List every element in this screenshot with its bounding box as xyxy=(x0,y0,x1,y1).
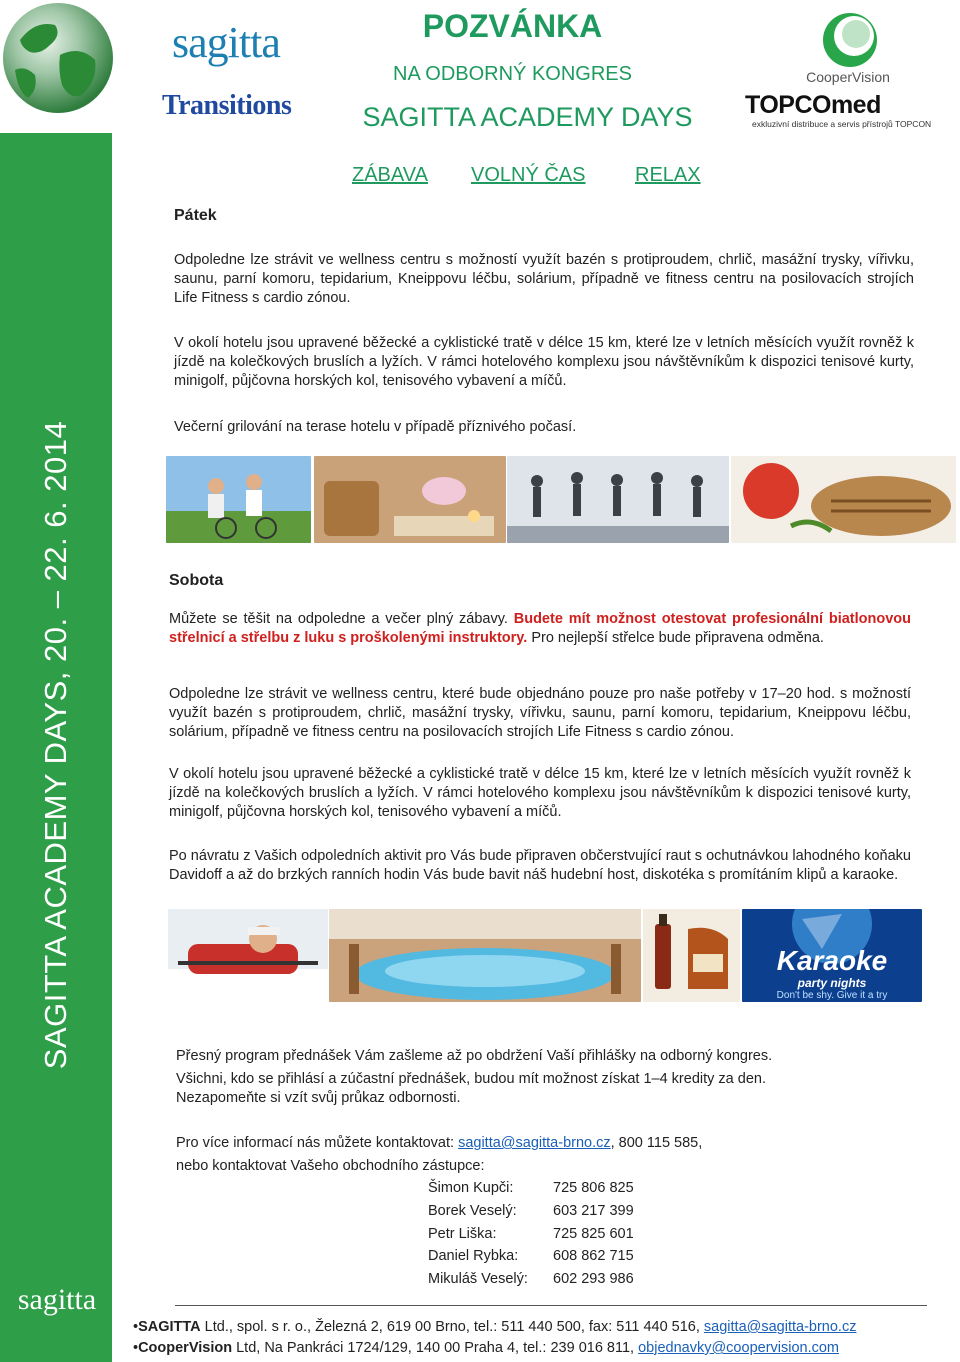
karaoke-tagline: Don't be shy. Give it a try xyxy=(776,990,888,1001)
coopervision-logo: CooperVision xyxy=(806,69,890,85)
friday-heading: Pátek xyxy=(174,207,217,224)
saturday-heading: Sobota xyxy=(169,572,224,589)
biathlon-highlight: Budete mít možnost otestovat profesionální biatlonovou střelnicí a střelbu z luku s proškolenými instruktory. xyxy=(169,611,911,646)
footer-coopervision-address: •CooperVision Ltd, Na Pankráci 1724/129, 140 00 Praha 4, tel.: 239 016 811, objednavky@coopervision.com xyxy=(133,1340,840,1356)
globe-icon xyxy=(0,0,115,118)
friday-sports-text: V okolí hotelu jsou upravené běžecké a cyklistické tratě v délce 15 km, které lze v letních měsících využít rovněž k jízdě na kolečkových bruslích a lyžích. V rámci hotelového komplexu jsou návštěvníkům k dispozici tenisové kurty, minigolf, půjčovna horských kol, tenisového vybavení a míčů. xyxy=(174,335,914,389)
transitions-logo: Transitions xyxy=(162,90,292,121)
side-event-title: SAGITTA ACADEMY DAYS, 20. – 22. 6. 2014 xyxy=(38,420,73,1070)
spa-photo xyxy=(314,456,506,543)
rep-name: Daniel Rybka: xyxy=(428,1248,519,1264)
topic-relax: RELAX xyxy=(635,164,701,186)
saturday-sports-text: V okolí hotelu jsou upravené běžecké a cyklistické tratě v délce 15 km, které lze v letních měsících využít rovněž k jízdě na kolečkových bruslích a lyžích. V rámci hotelového komplexu jsou návštěvníkům k dispozici tenisové kurty, minigolf, půjčovna horských kol, tenisového vybavení a míčů. xyxy=(169,766,911,820)
topic-free-time: VOLNÝ ČAS xyxy=(471,164,586,186)
pool-photo xyxy=(329,909,641,1002)
saturday-fun-text: Můžete se těšit na odpoledne a večer plný zábavy. Budete mít možnost otestovat profesionální biatlonovou střelnicí a střelbu z luku s proškolenými instruktory. Pro nejlepší střelce bude připravena odměna. xyxy=(169,611,911,646)
program-info-line: Přesný program přednášek Vám zašleme až po obdržení Vaší přihlášky na odborný kongres. xyxy=(176,1048,773,1064)
saturday-evening-text: Po návratu z Vašich odpoledních aktivit pro Vás bude připraven občerstvující raut s ochutnávkou lahodného koňaku Davidoff a až do brzkých ranních hodin Vás bude bavit náš hudební host, diskotéka s promítáním klipů a karaoke. xyxy=(169,848,911,883)
fitness-photo xyxy=(507,456,729,543)
footer-coopervision-email-link[interactable]: objednavky@coopervision.com xyxy=(638,1340,840,1356)
rep-name: Mikuláš Veselý: xyxy=(428,1271,528,1287)
friday-wellness-text: Odpoledne lze strávit ve wellness centru s možností využít bazén s protiproudem, chrlič, masážní trysky, vířivku, saunu, parní komoru, tepidarium, Kneippovu léčbu, solárium, případně ve fitness centru na posilovacích strojích Life Fitness s cardio zónou. xyxy=(174,252,914,306)
cycling-photo xyxy=(166,456,311,543)
coopervision-mark-icon xyxy=(820,10,880,70)
saturday-wellness-text: Odpoledne lze strávit ve wellness centru, které bude objednáno pouze pro naše potřeby v 17–20 hod. s možností využít bazén s protiproudem, chrlič, masážní trysky, vířivku, saunu, parní komoru, tepidarium, Kneippovu léčbu, solárium, případně ve fitness centru na posilovacích strojích Life Fitness s cardio zónou. xyxy=(169,686,911,740)
rep-name: Petr Liška: xyxy=(428,1226,497,1242)
footer-sagitta-email-link[interactable]: sagitta@sagitta-brno.cz xyxy=(703,1319,857,1335)
biathlon-photo xyxy=(168,909,328,1002)
rep-phone: 725 806 825 xyxy=(553,1180,634,1196)
contact-intro: Pro více informací nás můžete kontaktovat: sagitta@sagitta-brno.cz, 800 115 585, xyxy=(176,1135,703,1151)
contact-email-link[interactable]: sagitta@sagitta-brno.cz xyxy=(458,1135,611,1151)
side-sagitta-logo: sagitta xyxy=(17,1283,97,1316)
sagitta-logo: sagitta xyxy=(172,18,280,67)
rep-name: Šimon Kupči: xyxy=(428,1180,514,1196)
rep-phone: 725 825 601 xyxy=(553,1226,634,1242)
footer-sagitta-address: •SAGITTA Ltd., spol. s r. o., Železná 2, 619 00 Brno, tel.: 511 440 500, fax: 511 440 516, sagitta@sagitta-brno.cz xyxy=(133,1319,857,1335)
karaoke-subtitle: party nights xyxy=(797,976,867,990)
invitation-title: POZVÁNKA xyxy=(422,8,603,44)
invitation-subtitle: NA ODBORNÝ KONGRES xyxy=(393,63,632,85)
rep-phone: 602 293 986 xyxy=(553,1271,634,1287)
event-name: SAGITTA ACADEMY DAYS xyxy=(362,102,693,132)
footer-divider xyxy=(175,1305,927,1306)
license-reminder-line: Nezapomeňte si vzít svůj průkaz odbornosti. xyxy=(176,1090,461,1106)
karaoke-title: Karaoke xyxy=(776,945,888,976)
rep-phone: 603 217 399 xyxy=(553,1203,634,1219)
cognac-photo xyxy=(643,909,740,1002)
topcomed-tagline: exkluzivní distribuce a servis přístrojů TOPCON xyxy=(752,119,932,129)
grilled-food-photo xyxy=(731,456,956,543)
credits-info-line: Všichni, kdo se přihlásí a zúčastní přednášek, budou mít možnost získat 1–4 kredity za den. xyxy=(176,1071,766,1087)
topic-fun: ZÁBAVA xyxy=(352,164,428,186)
rep-phone: 608 862 715 xyxy=(553,1248,634,1264)
friday-grill-text: Večerní grilování na terase hotelu v případě příznivého počasí. xyxy=(174,419,577,435)
topcomed-logo: TOPCOmed xyxy=(745,91,881,119)
rep-name: Borek Veselý: xyxy=(428,1203,517,1219)
contact-reps-intro: nebo kontaktovat Vašeho obchodního zástupce: xyxy=(176,1158,485,1174)
